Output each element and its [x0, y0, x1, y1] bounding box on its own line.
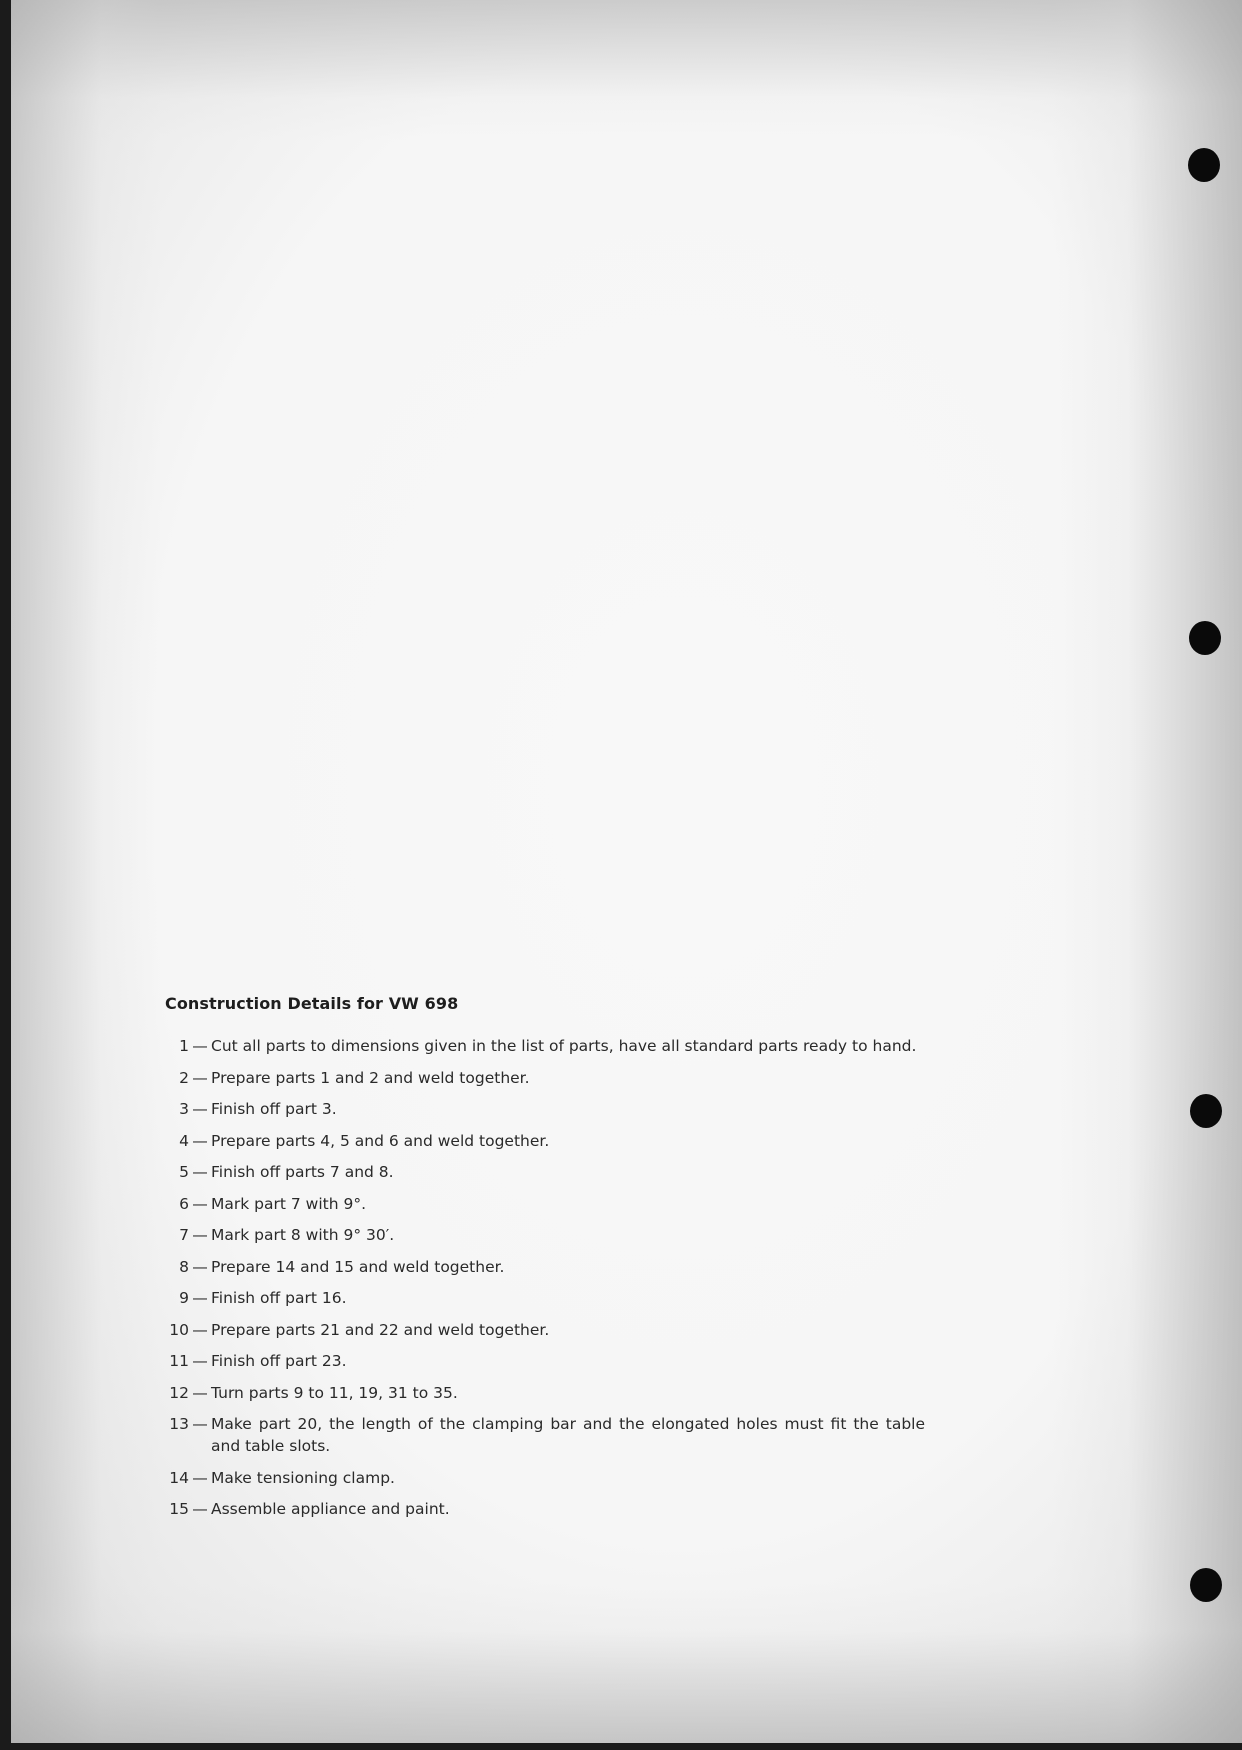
- step-text: Finish off part 23.: [211, 1352, 347, 1370]
- punch-hole-icon: [1189, 621, 1221, 655]
- step-text: Mark part 7 with 9°.: [211, 1194, 366, 1213]
- step-item: [165, 1467, 925, 1489]
- punch-hole-icon: [1188, 148, 1220, 182]
- step-number: 3: [179, 1100, 189, 1118]
- step-item: [165, 1319, 925, 1341]
- step-text: Prepare parts 21 and 22 and weld together.: [211, 1320, 550, 1339]
- step-text: Make part 20, the length of the clamping bar and the elongated holes must fit the table and table slots.: [211, 1415, 925, 1455]
- step-number: 1: [179, 1037, 189, 1055]
- construction-details: [165, 994, 925, 1530]
- step-dash: —: [192, 1415, 208, 1433]
- step-number: 13: [169, 1415, 189, 1433]
- step-item: [165, 1287, 925, 1309]
- step-number: 11: [169, 1352, 189, 1370]
- step-text: Finish off parts 7 and 8.: [211, 1163, 394, 1181]
- step-number: 8: [179, 1257, 189, 1276]
- step-text: Prepare 14 and 15 and weld together.: [211, 1257, 505, 1276]
- step-text: Make tensioning clamp.: [211, 1468, 395, 1487]
- step-item: [165, 1193, 925, 1215]
- step-text: Turn parts 9 to 11, 19, 31 to 35.: [211, 1383, 458, 1402]
- step-item: [165, 1256, 925, 1278]
- step-number: 7: [179, 1226, 189, 1244]
- step-dash: —: [192, 1289, 208, 1307]
- step-item: [165, 1098, 925, 1120]
- step-item: [165, 1498, 925, 1520]
- step-number: 5: [179, 1163, 189, 1181]
- step-dash: —: [192, 1037, 208, 1055]
- step-dash: —: [192, 1352, 208, 1370]
- step-item: [165, 1413, 925, 1457]
- step-item: [165, 1224, 925, 1246]
- step-dash: —: [192, 1468, 208, 1487]
- step-item: [165, 1350, 925, 1372]
- step-dash: —: [192, 1320, 208, 1339]
- step-dash: —: [192, 1226, 208, 1244]
- step-item: [165, 1382, 925, 1404]
- step-number: 6: [179, 1194, 189, 1213]
- step-text: Prepare parts 1 and 2 and weld together.: [211, 1068, 530, 1087]
- step-text: Finish off part 16.: [211, 1289, 347, 1307]
- step-number: 10: [169, 1320, 189, 1339]
- step-dash: —: [192, 1100, 208, 1118]
- step-dash: —: [192, 1194, 208, 1213]
- step-text: Cut all parts to dimensions given in the list of parts, have all standard parts ready to hand.: [211, 1037, 917, 1055]
- step-dash: —: [192, 1257, 208, 1276]
- scan-shading-right: [1052, 0, 1242, 1750]
- step-item: [165, 1035, 925, 1057]
- step-number: 4: [179, 1131, 189, 1150]
- punch-hole-icon: [1190, 1094, 1222, 1128]
- step-item: [165, 1067, 925, 1089]
- step-item: [165, 1161, 925, 1183]
- steps-list: [165, 1035, 925, 1520]
- step-number: 2: [179, 1068, 189, 1087]
- step-number: 9: [179, 1289, 189, 1307]
- step-dash: —: [192, 1068, 208, 1087]
- step-text: Mark part 8 with 9° 30′.: [211, 1226, 395, 1244]
- punch-hole-icon: [1190, 1568, 1222, 1602]
- step-text: Assemble appliance and paint.: [211, 1500, 450, 1518]
- step-number: 12: [169, 1383, 189, 1402]
- document-title: Construction Details for VW 698: [165, 994, 459, 1013]
- scan-shading-left: [11, 0, 161, 1750]
- step-number: 15: [169, 1500, 189, 1518]
- step-text: Finish off part 3.: [211, 1100, 337, 1118]
- scan-shading-bottom: [11, 1583, 1242, 1743]
- step-item: [165, 1130, 925, 1152]
- scan-edge-bottom: [0, 1743, 1242, 1750]
- step-dash: —: [192, 1163, 208, 1181]
- step-dash: —: [192, 1500, 208, 1518]
- step-dash: —: [192, 1131, 208, 1150]
- step-number: 14: [169, 1468, 189, 1487]
- step-text: Prepare parts 4, 5 and 6 and weld together.: [211, 1131, 550, 1150]
- step-dash: —: [192, 1383, 208, 1402]
- scan-edge-left: [0, 0, 11, 1750]
